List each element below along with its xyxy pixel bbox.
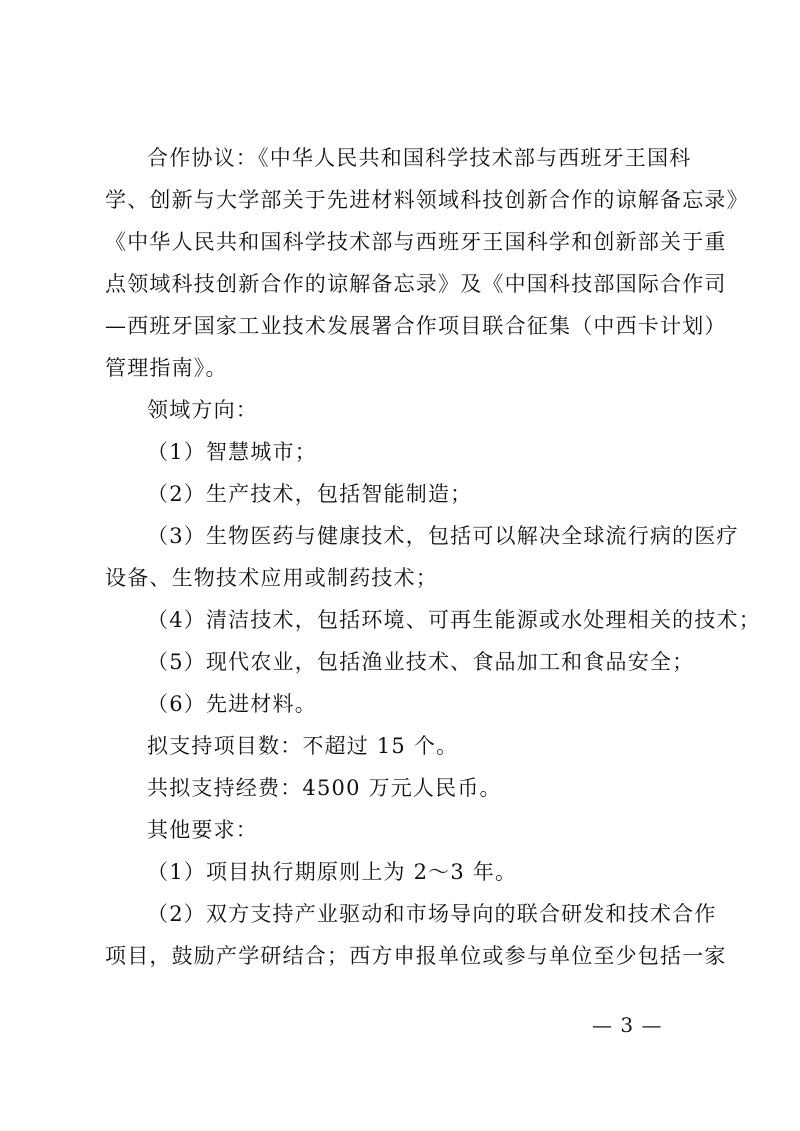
field-item-3-line-2: 设备、生物技术应用或制药技术； bbox=[105, 566, 438, 590]
field-item-3-line-1: （3）生物医药与健康技术，包括可以解决全球流行病的医疗 bbox=[147, 524, 739, 548]
field-item-2: （2）生产技术，包括智能制造； bbox=[147, 482, 473, 506]
agreement-line-1: 合作协议：《中华人民共和国科学技术部与西班牙王国科 bbox=[147, 146, 692, 170]
agreement-line-5: —西班牙国家工业技术发展署合作项目联合征集（中西卡计划） bbox=[105, 314, 727, 338]
requirement-item-2-line-2: 项目，鼓励产学研结合；西方申报单位或参与单位至少包括一家 bbox=[105, 944, 727, 968]
requirement-item-2-line-1: （2）双方支持产业驱动和市场导向的联合研发和技术合作 bbox=[147, 902, 717, 926]
page-number: — 3 — bbox=[592, 1013, 663, 1037]
field-item-4: （4）清洁技术，包括环境、可再生能源或水处理相关的技术； bbox=[147, 608, 761, 632]
fields-title: 领域方向： bbox=[147, 398, 258, 422]
agreement-line-4: 点领域科技创新合作的谅解备忘录》及《中国科技部国际合作司 bbox=[105, 272, 727, 296]
field-item-6: （6）先进材料。 bbox=[147, 692, 317, 716]
project-count: 拟支持项目数：不超过 15 个。 bbox=[147, 734, 459, 758]
agreement-line-2: 学、创新与大学部关于先进材料领域科技创新合作的谅解备忘录》 bbox=[105, 188, 749, 212]
requirement-item-1: （1）项目执行期原则上为 2～3 年。 bbox=[147, 860, 518, 884]
funding-amount: 共拟支持经费：4500 万元人民币。 bbox=[147, 776, 502, 800]
other-requirements-title: 其他要求： bbox=[147, 818, 258, 842]
agreement-line-6: 管理指南》。 bbox=[105, 356, 228, 380]
field-item-5: （5）现代农业，包括渔业技术、食品加工和食品安全； bbox=[147, 650, 695, 674]
agreement-line-3: 《中华人民共和国科学技术部与西班牙王国科学和创新部关于重 bbox=[105, 230, 727, 254]
field-item-1: （1）智慧城市； bbox=[147, 440, 317, 464]
